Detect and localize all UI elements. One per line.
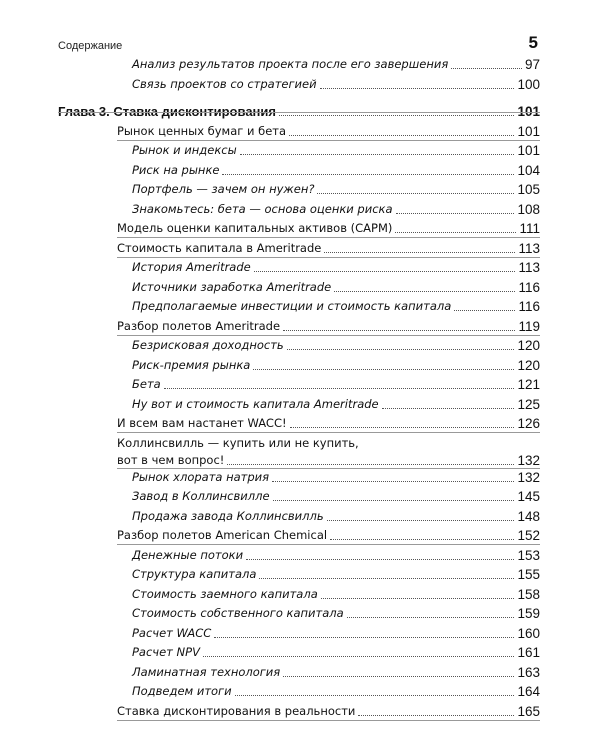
toc-entry[interactable] [132,605,540,622]
toc-entry-page: 113 [518,240,540,256]
toc-entry-title: Модель оценки капитальных активов (CAPM) [117,221,393,235]
dot-leader [320,88,515,89]
toc-entry[interactable] [132,586,540,603]
toc-entry-page: 158 [517,586,540,602]
dot-leader [279,115,514,116]
toc-entry-page: 145 [517,489,540,504]
toc-entry-title: Денежные потоки [132,547,244,562]
toc-section[interactable] [117,240,540,257]
dot-leader [324,252,515,253]
divider [117,432,540,433]
toc-entry-title: Структура капитала [132,567,257,581]
dot-leader [395,232,516,233]
page-number: 5 [528,33,538,52]
dot-leader [259,578,514,579]
toc-entry-title: Знакомьтесь: бета — основа оценки риска [132,201,393,216]
toc-entry[interactable] [132,469,540,486]
dot-leader [283,676,514,677]
toc-entry-page: 120 [517,357,540,373]
toc-entry-title: Ставка дисконтирования в реальности [117,703,356,718]
toc-entry-page: 132 [517,469,540,485]
toc-entry-title: Продажа завода Коллинсвилль [132,508,324,523]
toc-entry[interactable] [132,376,540,393]
toc-entry-title: Предполагаемые инвестиции и стоимость капитала [132,299,452,313]
toc-entry-title: Разбор полетов American Chemical [117,528,328,542]
toc-entry[interactable] [132,259,540,276]
toc-entry-title: Риск-премия рынка [132,357,251,372]
toc-entry-title: Разбор полетов Ameritrade [117,318,281,333]
toc-entry-page: 101 [517,123,540,139]
toc-entry-page: 97 [524,57,540,72]
toc-entry[interactable] [132,162,540,179]
dot-leader [347,617,515,618]
divider [117,544,540,545]
divider [117,468,540,469]
toc-entry[interactable] [132,488,540,505]
dot-leader [451,68,522,69]
toc-entry[interactable] [132,337,540,354]
toc-entry-page: 116 [518,299,540,314]
toc-entry-title: Портфель — зачем он нужен? [132,182,315,196]
toc-section[interactable] [117,318,540,335]
toc-entry-page: 104 [517,162,540,178]
toc-entry[interactable] [132,547,540,564]
toc-entry-page: 161 [517,645,540,660]
toc-entry-title: Ламинатная технология [132,664,281,679]
toc-entry-title: И всем вам настанет WACC! [117,416,287,430]
toc-section[interactable] [117,435,540,469]
toc-entry[interactable] [132,625,540,642]
toc-entry[interactable] [132,508,540,525]
toc-entry-title-line1: Коллинсвилль — купить или не купить, [117,435,359,450]
toc-entry-page: 101 [517,104,540,119]
dot-leader [253,369,514,370]
dot-leader [330,539,514,540]
toc-entry-page: 163 [517,664,540,680]
dot-leader [334,291,515,292]
toc-entry-page: 120 [517,338,540,353]
toc-entry-title: Бета [132,377,161,391]
toc-entry-page: 132 [517,452,540,468]
toc-entry-title: Стоимость заемного капитала [132,586,318,601]
toc-entry-title: История Ameritrade [132,260,251,274]
toc-entry-title: Источники заработка Ameritrade [132,279,332,294]
toc-entry-page: 100 [517,76,540,92]
toc-entry[interactable] [132,566,540,583]
dot-leader [240,154,515,155]
toc-entry-page: 108 [517,201,540,217]
toc-entry[interactable] [132,664,540,681]
toc-entry[interactable] [132,181,540,198]
toc-entry-page: 121 [517,377,540,392]
toc-entry-title: Связь проектов со стратегией [132,76,317,91]
dot-leader [317,193,514,194]
toc-entry-title: Рынок ценных бумаг и бета [117,123,287,138]
divider [117,237,540,238]
divider [117,720,540,721]
toc-entry-title: Расчет WACC [132,625,212,640]
toc-section[interactable] [117,415,540,432]
toc-entry-page: 111 [519,221,540,236]
toc-entry-page: 105 [517,182,540,197]
toc-entry-page: 155 [517,567,540,582]
toc-chapter-title: Глава 3. Ставка дисконтирования [58,104,276,119]
dot-leader [454,310,515,311]
dot-leader [382,408,515,409]
toc-entry[interactable] [132,56,540,73]
toc-entry-title: Безрисковая доходность [132,338,284,352]
divider [117,335,540,336]
toc-entry-page: 152 [517,528,540,543]
dot-leader [396,213,515,214]
dot-leader [214,637,514,638]
toc-entry-page: 119 [518,318,540,334]
toc-entry-title: Рынок хлората натрия [132,469,270,484]
toc-entry-title: Завод в Коллинсвилле [132,489,270,503]
toc-entry[interactable] [132,76,540,93]
dot-leader [254,271,516,272]
divider [117,140,540,141]
dot-leader [273,500,515,501]
toc-entry-title: Риск на рынке [132,162,220,177]
running-header-section: Содержание [58,40,123,52]
toc-entry-page: 116 [518,279,540,295]
toc-entry-title: Подведем итоги [132,684,232,698]
toc-section[interactable] [117,220,540,237]
toc-entry-page: 159 [517,606,540,621]
toc-entry[interactable] [132,396,540,413]
dot-leader [203,656,515,657]
toc-entry-title: Стоимость капитала в Ameritrade [117,240,322,255]
toc-entry-title: Рынок и индексы [132,143,237,157]
toc-entry-title-line2: вот в чем вопрос! [117,452,225,467]
dot-leader [164,388,515,389]
toc-entry-page: 125 [517,396,540,412]
dot-leader [246,559,514,560]
toc-entry[interactable] [132,201,540,218]
toc-entry-page: 148 [517,508,540,524]
toc-entry-title: Стоимость собственного капитала [132,606,344,620]
dot-leader [222,174,514,175]
toc-entry-title: Ну вот и стоимость капитала Ameritrade [132,396,379,411]
toc-entry[interactable] [132,644,540,661]
dot-leader [358,715,514,716]
toc-entry[interactable] [132,298,540,315]
toc-entry-page: 126 [517,416,540,431]
dot-leader [287,349,515,350]
toc-section[interactable] [117,123,540,140]
divider [58,112,540,113]
toc-entry-page: 113 [518,260,540,275]
toc-entry[interactable] [132,357,540,374]
toc-entry[interactable] [132,683,540,700]
toc-entry-page: 164 [517,684,540,699]
toc-entry-page: 165 [517,703,540,719]
dot-leader [235,695,515,696]
toc-entry[interactable] [132,279,540,296]
dot-leader [272,481,514,482]
dot-leader [283,330,515,331]
toc-entry[interactable] [132,142,540,159]
divider [117,257,540,258]
toc-entry-title: Расчет NPV [132,645,200,659]
dot-leader [289,135,514,136]
dot-leader [327,520,515,521]
dot-leader [227,464,514,465]
toc-entry-page: 101 [517,143,540,158]
toc-entry-page: 153 [517,547,540,563]
dot-leader [290,427,515,428]
toc-entry-page: 160 [517,625,540,641]
toc-section[interactable] [117,703,540,720]
dot-leader [321,598,515,599]
toc-entry-title: Анализ результатов проекта после его завершения [132,57,449,71]
toc-section[interactable] [117,527,540,544]
